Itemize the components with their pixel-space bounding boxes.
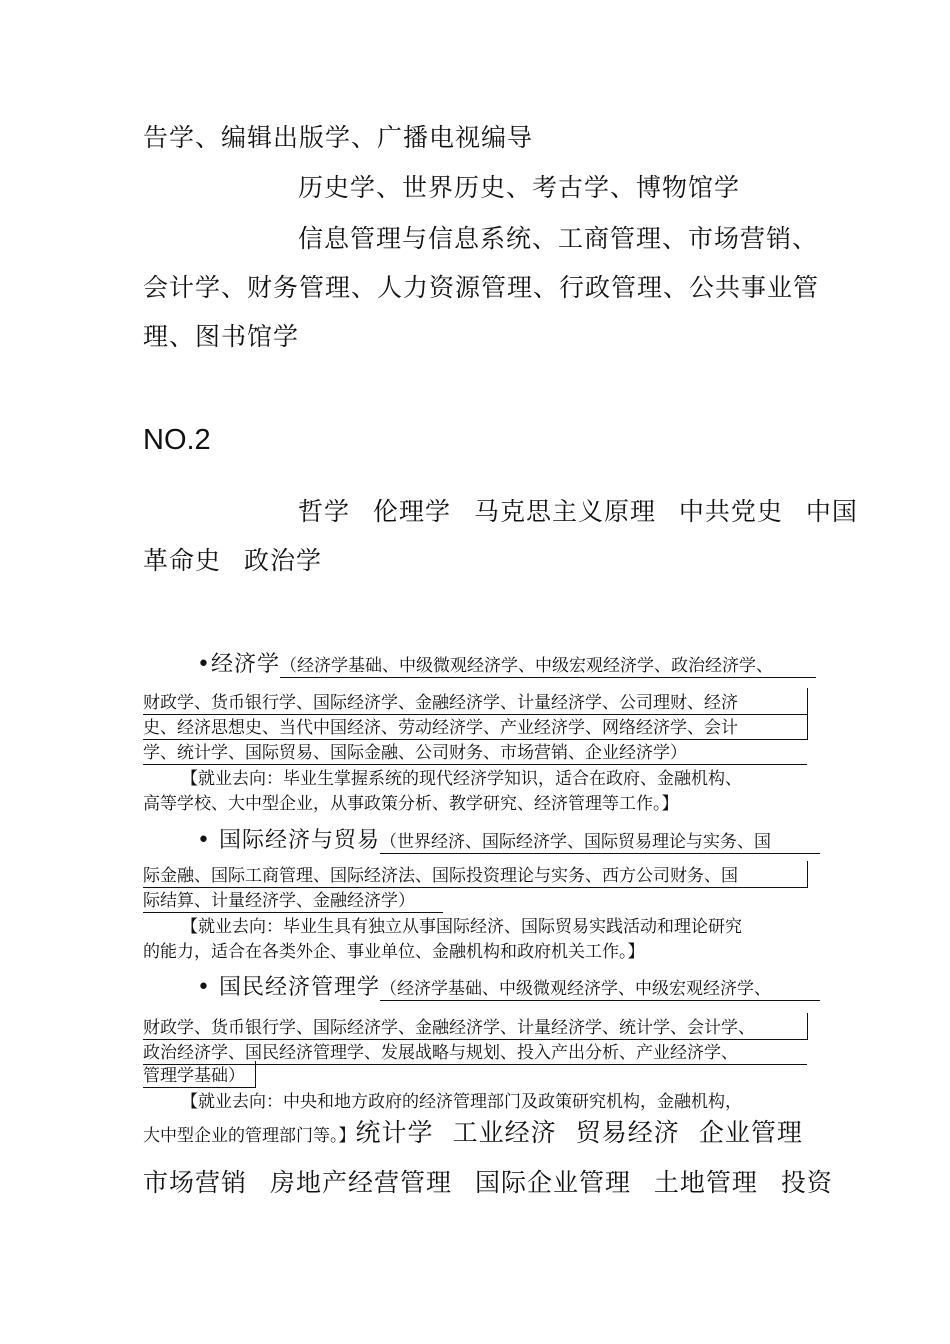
subject-item: 伦理学	[372, 497, 451, 526]
course-list: 政治经济学、国民经济管理学、发展战略与规划、投入产出分析、产业经济学、	[143, 1038, 807, 1065]
major-national-economy	[197, 970, 820, 1001]
career-text: 的能力，适合在各类外企、事业单位、金融机构和政府机关工作。】	[143, 942, 645, 962]
subject-list	[143, 541, 322, 577]
subject-item: 工业经济	[452, 1118, 557, 1147]
subject-item: 土地管理	[653, 1168, 758, 1197]
course-list: （经济学基础、中级微观经济学、中级宏观经济学、	[380, 974, 820, 1001]
career-text: 【就业去向：毕业生具有独立从事国际经济、国际贸易实践活动和理论研究	[181, 917, 742, 937]
text-line: 理、图书馆学	[143, 322, 300, 351]
section-title: NO.2	[143, 424, 211, 456]
subject-item: 统计学	[355, 1118, 434, 1147]
major-international-trade	[197, 823, 820, 854]
course-list: （世界经济、国际经济学、国际贸易理论与实务、国	[380, 827, 820, 854]
text-line: 会计学、财务管理、人力资源管理、行政管理、公共事业管	[143, 273, 820, 302]
subject-item: 市场营销	[143, 1168, 248, 1197]
course-list: 财政学、货币银行学、国际经济学、金融经济学、计量经济学、统计学、会计学、	[143, 1013, 808, 1040]
subject-list	[298, 492, 858, 528]
career-text: 高等学校、大中型企业，从事政策分析、教学研究、经济管理等工作。】	[143, 794, 679, 814]
text-line: 历史学、世界历史、考古学、博物馆学	[298, 173, 741, 202]
subject-item: 房地产经营管理	[269, 1168, 452, 1197]
major-name: •经济学	[197, 652, 280, 677]
subject-item: 政治学	[243, 546, 322, 575]
course-list: 管理学基础）	[143, 1061, 256, 1088]
subject-item: 企业管理	[698, 1118, 803, 1147]
career-text: 大中型企业的管理部门等。】	[143, 1126, 356, 1146]
course-list: （经济学基础、中级微观经济学、中级宏观经济学、政治经济学、	[280, 651, 816, 678]
course-list: 学、统计学、国际贸易、国际金融、公司财务、市场营销、企业经济学）	[143, 738, 807, 765]
career-text: 【就业去向：毕业生掌握系统的现代经济学知识，适合在政府、金融机构、	[181, 769, 742, 789]
course-list: 史、经济思想史、当代中国经济、劳动经济学、产业经济学、网络经济学、会计	[143, 713, 808, 740]
course-list: 财政学、货币银行学、国际经济学、金融经济学、计量经济学、公司理财、经济	[143, 688, 808, 715]
subject-item: 革命史	[143, 546, 222, 575]
text-line: 告学、编辑出版学、广播电视编导	[143, 123, 534, 152]
major-economics	[197, 647, 816, 678]
course-list: 际结算、计量经济学、金融经济学）	[143, 886, 443, 913]
subject-list	[143, 1163, 833, 1199]
subject-item: 马克思主义原理	[473, 497, 656, 526]
text-line: 信息管理与信息系统、工商管理、市场营销、	[298, 224, 819, 253]
subject-item: 中国	[805, 497, 858, 526]
major-name: • 国民经济管理学	[197, 975, 380, 1000]
subject-item: 贸易经济	[575, 1118, 680, 1147]
career-text: 【就业去向：中央和地方政府的经济管理部门及政策研究机构，金融机构，	[181, 1092, 742, 1112]
subject-item: 投资	[780, 1168, 833, 1197]
course-list: 际金融、国际工商管理、国际经济法、国际投资理论与实务、西方公司财务、国	[143, 861, 808, 888]
major-name: • 国际经济与贸易	[197, 828, 380, 853]
subject-item: 哲学	[298, 497, 351, 526]
subject-item: 国际企业管理	[474, 1168, 631, 1197]
subject-item: 中共党史	[678, 497, 783, 526]
career-and-tail	[143, 1113, 803, 1149]
